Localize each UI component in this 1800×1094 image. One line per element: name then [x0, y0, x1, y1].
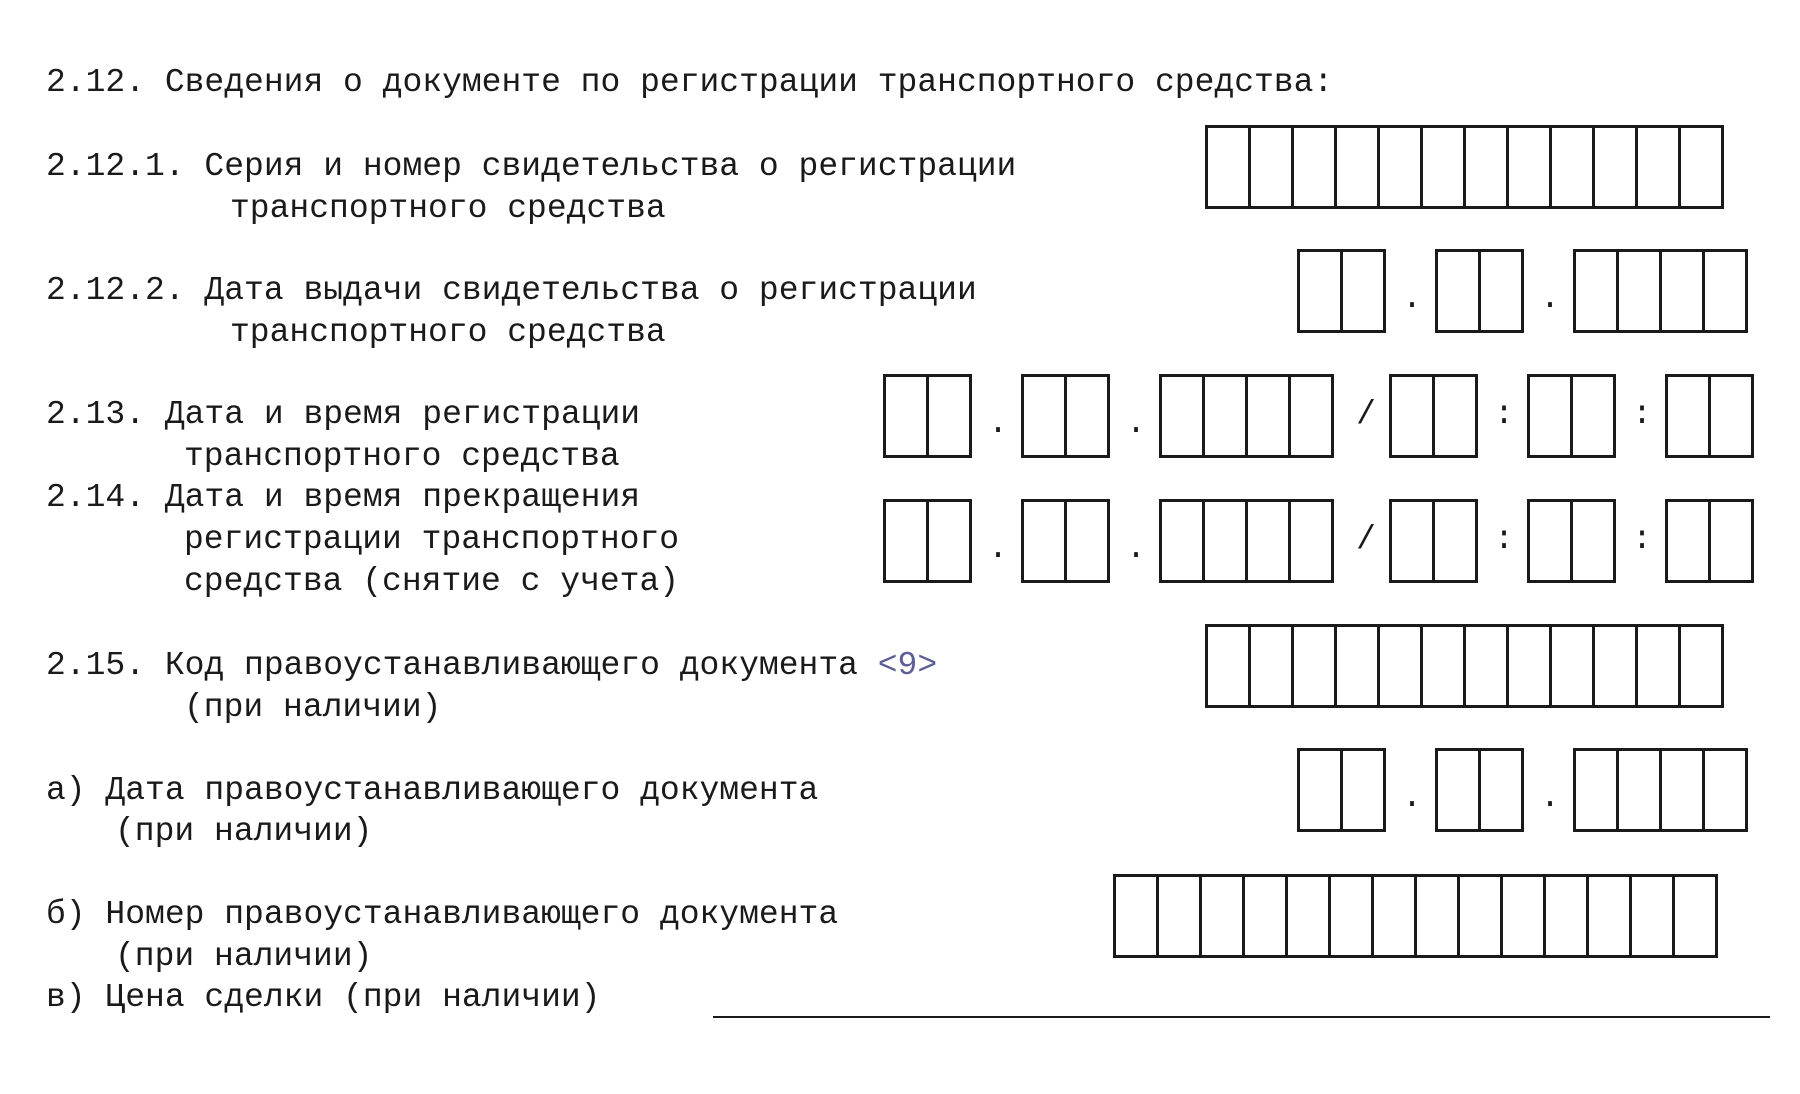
- item-2-12-2-label: 2.12.2. Дата выдачи свидетельства о регистрации: [46, 272, 977, 309]
- char-cell[interactable]: [1340, 748, 1386, 832]
- item-2-14-label: 2.14. Дата и время прекращения: [46, 479, 641, 516]
- char-cell[interactable]: [1242, 874, 1288, 958]
- char-cell[interactable]: [1248, 624, 1294, 708]
- char-cell[interactable]: [1377, 624, 1423, 708]
- deregistration-day-field[interactable]: [883, 499, 972, 583]
- char-cell[interactable]: [1527, 374, 1573, 458]
- registration-second-field[interactable]: [1665, 374, 1754, 458]
- registration-hour-field[interactable]: [1389, 374, 1478, 458]
- char-cell[interactable]: [1377, 125, 1423, 209]
- time-separator: :: [1632, 521, 1652, 558]
- char-cell[interactable]: [1113, 874, 1159, 958]
- item-b-label: б) Номер правоустанавливающего документа: [46, 896, 839, 933]
- char-cell[interactable]: [1478, 748, 1524, 832]
- item-2-15-text: 2.15. Код правоустанавливающего документа: [46, 647, 858, 684]
- char-cell[interactable]: [1616, 249, 1662, 333]
- char-cell[interactable]: [1678, 624, 1724, 708]
- char-cell[interactable]: [926, 374, 972, 458]
- char-cell[interactable]: [1205, 624, 1251, 708]
- char-cell[interactable]: [883, 374, 929, 458]
- char-cell[interactable]: [1420, 125, 1466, 209]
- date-separator: .: [988, 405, 1008, 442]
- footnote-ref-link[interactable]: <9>: [877, 647, 938, 684]
- registration-minute-field[interactable]: [1527, 374, 1616, 458]
- char-cell[interactable]: [1586, 874, 1632, 958]
- char-cell[interactable]: [1549, 125, 1595, 209]
- time-separator: :: [1494, 396, 1514, 433]
- date-separator: .: [1402, 779, 1422, 816]
- char-cell[interactable]: [1285, 874, 1331, 958]
- date-separator: .: [988, 530, 1008, 567]
- char-cell[interactable]: [1678, 125, 1724, 209]
- deregistration-hour-field[interactable]: [1389, 499, 1478, 583]
- char-cell[interactable]: [1202, 499, 1248, 583]
- registration-year-field[interactable]: [1159, 374, 1334, 458]
- item-2-15-label-cont: (при наличии): [184, 689, 442, 726]
- char-cell[interactable]: [1506, 125, 1552, 209]
- char-cell[interactable]: [1291, 624, 1337, 708]
- item-b-label-cont: (при наличии): [115, 938, 373, 975]
- char-cell[interactable]: [1457, 874, 1503, 958]
- char-cell[interactable]: [1021, 499, 1067, 583]
- char-cell[interactable]: [1708, 499, 1754, 583]
- char-cell[interactable]: [1659, 249, 1705, 333]
- item-2-15-label: [46, 645, 937, 687]
- char-cell[interactable]: [1156, 874, 1202, 958]
- char-cell[interactable]: [1665, 499, 1711, 583]
- char-cell[interactable]: [1573, 748, 1619, 832]
- char-cell[interactable]: [1334, 125, 1380, 209]
- char-cell[interactable]: [1435, 249, 1481, 333]
- char-cell[interactable]: [1478, 249, 1524, 333]
- date-separator: .: [1402, 280, 1422, 317]
- char-cell[interactable]: [1432, 499, 1478, 583]
- deregistration-year-field[interactable]: [1159, 499, 1334, 583]
- char-cell[interactable]: [1371, 874, 1417, 958]
- char-cell[interactable]: [1021, 374, 1067, 458]
- certificate-issue-month-field[interactable]: [1435, 249, 1524, 333]
- date-separator: .: [1126, 405, 1146, 442]
- char-cell[interactable]: [1635, 624, 1681, 708]
- item-2-13-label-cont: транспортного средства: [184, 438, 620, 475]
- char-cell[interactable]: [1159, 374, 1205, 458]
- char-cell[interactable]: [1659, 748, 1705, 832]
- item-2-14-label-cont: регистрации транспортного: [184, 521, 680, 558]
- deregistration-month-field[interactable]: [1021, 499, 1110, 583]
- item-2-12-1-label: 2.12.1. Серия и номер свидетельства о регистрации: [46, 148, 1017, 185]
- char-cell[interactable]: [1420, 624, 1466, 708]
- char-cell[interactable]: [1527, 499, 1573, 583]
- char-cell[interactable]: [1549, 624, 1595, 708]
- char-cell[interactable]: [1064, 499, 1110, 583]
- char-cell[interactable]: [1463, 125, 1509, 209]
- title-document-year-field[interactable]: [1573, 748, 1748, 832]
- item-2-13-label: 2.13. Дата и время регистрации: [46, 396, 641, 433]
- char-cell[interactable]: [1291, 125, 1337, 209]
- certificate-issue-day-field[interactable]: [1297, 249, 1386, 333]
- item-a-label: а) Дата правоустанавливающего документа: [46, 772, 819, 809]
- char-cell[interactable]: [1435, 748, 1481, 832]
- deal-price-input-line[interactable]: [713, 1016, 1770, 1018]
- char-cell[interactable]: [1500, 874, 1546, 958]
- date-separator: .: [1126, 530, 1146, 567]
- char-cell[interactable]: [1635, 125, 1681, 209]
- char-cell[interactable]: [1592, 624, 1638, 708]
- char-cell[interactable]: [1708, 374, 1754, 458]
- deregistration-second-field[interactable]: [1665, 499, 1754, 583]
- title-document-day-field[interactable]: [1297, 748, 1386, 832]
- char-cell[interactable]: [1297, 249, 1343, 333]
- title-document-number-field[interactable]: [1113, 874, 1718, 958]
- char-cell[interactable]: [1592, 125, 1638, 209]
- char-cell[interactable]: [1506, 624, 1552, 708]
- char-cell[interactable]: [926, 499, 972, 583]
- char-cell[interactable]: [1288, 499, 1334, 583]
- char-cell[interactable]: [1570, 374, 1616, 458]
- item-v-label: в) Цена сделки (при наличии): [46, 979, 601, 1016]
- char-cell[interactable]: [1629, 874, 1675, 958]
- certificate-issue-year-field[interactable]: [1573, 249, 1748, 333]
- registration-month-field[interactable]: [1021, 374, 1110, 458]
- char-cell[interactable]: [1672, 874, 1718, 958]
- item-a-label-cont: (при наличии): [115, 813, 373, 850]
- char-cell[interactable]: [1414, 874, 1460, 958]
- char-cell[interactable]: [1248, 125, 1294, 209]
- char-cell[interactable]: [1389, 374, 1435, 458]
- char-cell[interactable]: [883, 499, 929, 583]
- char-cell[interactable]: [1199, 874, 1245, 958]
- char-cell[interactable]: [1297, 748, 1343, 832]
- char-cell[interactable]: [1334, 624, 1380, 708]
- char-cell[interactable]: [1702, 748, 1748, 832]
- char-cell[interactable]: [1543, 874, 1589, 958]
- char-cell[interactable]: [1463, 624, 1509, 708]
- char-cell[interactable]: [1328, 874, 1374, 958]
- char-cell[interactable]: [1288, 374, 1334, 458]
- char-cell[interactable]: [1205, 125, 1251, 209]
- date-separator: .: [1540, 280, 1560, 317]
- registration-day-field[interactable]: [883, 374, 972, 458]
- char-cell[interactable]: [1245, 499, 1291, 583]
- date-time-separator: /: [1356, 396, 1376, 433]
- char-cell[interactable]: [1570, 499, 1616, 583]
- char-cell[interactable]: [1616, 748, 1662, 832]
- registration-certificate-number-field[interactable]: [1205, 125, 1724, 209]
- char-cell[interactable]: [1245, 374, 1291, 458]
- char-cell[interactable]: [1702, 249, 1748, 333]
- item-2-14-label-cont2: средства (снятие с учета): [184, 563, 680, 600]
- char-cell[interactable]: [1573, 249, 1619, 333]
- time-separator: :: [1632, 396, 1652, 433]
- item-2-12-2-label-cont: транспортного средства: [230, 314, 666, 351]
- section-2-12-title: 2.12. Сведения о документе по регистрации транспортного средства:: [46, 64, 1334, 101]
- title-document-code-field[interactable]: [1205, 624, 1724, 708]
- title-document-month-field[interactable]: [1435, 748, 1524, 832]
- char-cell[interactable]: [1202, 374, 1248, 458]
- time-separator: :: [1494, 521, 1514, 558]
- deregistration-minute-field[interactable]: [1527, 499, 1616, 583]
- char-cell[interactable]: [1665, 374, 1711, 458]
- char-cell[interactable]: [1432, 374, 1478, 458]
- item-2-12-1-label-cont: транспортного средства: [230, 190, 666, 227]
- date-separator: .: [1540, 779, 1560, 816]
- char-cell[interactable]: [1340, 249, 1386, 333]
- char-cell[interactable]: [1389, 499, 1435, 583]
- date-time-separator: /: [1356, 521, 1376, 558]
- char-cell[interactable]: [1064, 374, 1110, 458]
- char-cell[interactable]: [1159, 499, 1205, 583]
